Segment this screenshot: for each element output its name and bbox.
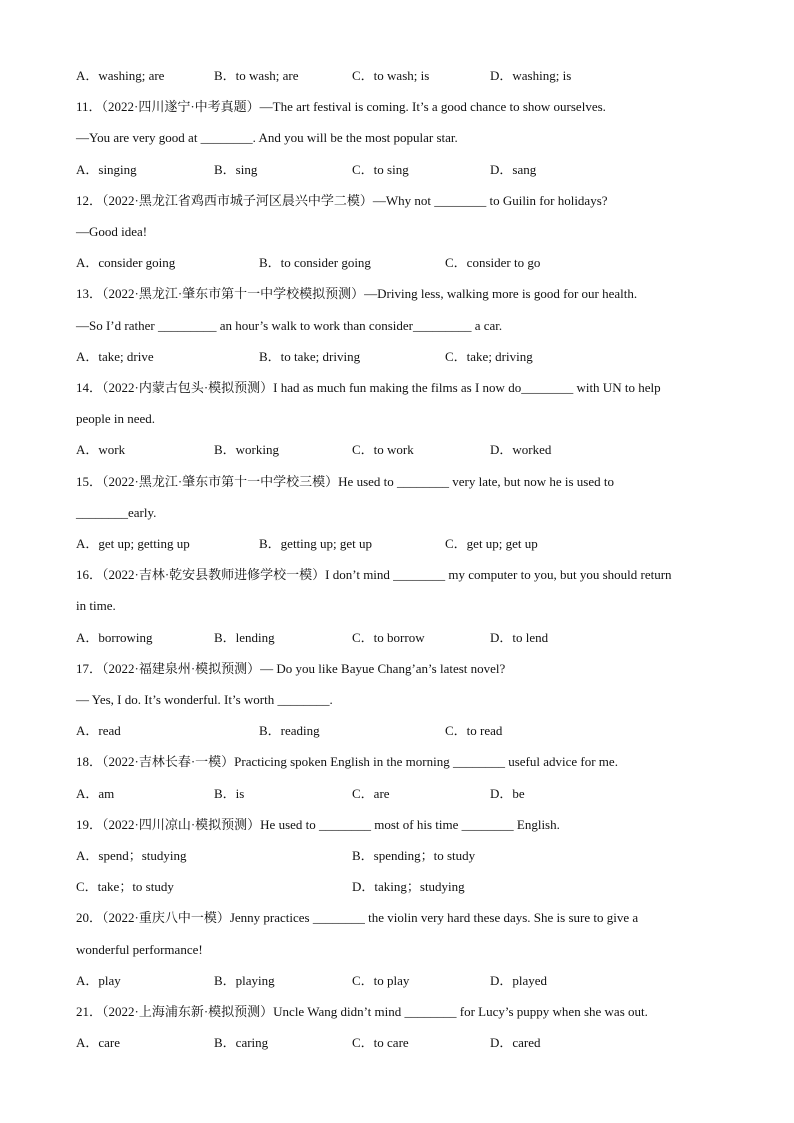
answer-options-row bbox=[76, 628, 734, 648]
answer-option: B．sing bbox=[214, 161, 258, 177]
answer-options-row bbox=[76, 1033, 734, 1053]
answer-options-row bbox=[76, 784, 734, 804]
answer-options-row bbox=[76, 347, 734, 367]
answer-options-row bbox=[76, 440, 734, 460]
question-text-line: 13．（2022·黑龙江·肇东市第十一中学校模拟预测）—Driving less, walking more is good for our health. bbox=[76, 286, 638, 302]
answer-option: D．washing; is bbox=[490, 68, 572, 83]
question-text-line: 15．（2022·黑龙江·肇东市第十一中学校三模）He used to ________ very late, but now he is used to bbox=[76, 473, 615, 489]
answer-option: C．to care bbox=[352, 1035, 409, 1051]
answer-option: A．work bbox=[76, 442, 126, 458]
answer-options-row bbox=[76, 721, 734, 741]
question-text-line: wonderful performance! bbox=[76, 941, 203, 957]
answer-option: B．to take; driving bbox=[259, 348, 361, 364]
answer-option: B．reading bbox=[259, 723, 320, 739]
answer-option: A．washing; are bbox=[76, 68, 165, 83]
question-text-line: 21．（2022·上海浦东新·模拟预测）Uncle Wang didn’t mind ________ for Lucy’s puppy when she was out. bbox=[76, 1004, 648, 1019]
answer-option: B．playing bbox=[214, 972, 275, 988]
answer-options-row bbox=[76, 534, 734, 554]
answer-option: A．read bbox=[76, 723, 121, 739]
answer-option: C．to read bbox=[445, 723, 503, 739]
question-text-line: —You are very good at ________. And you will be the most popular star. bbox=[76, 130, 458, 146]
answer-option: C．to sing bbox=[352, 161, 409, 177]
answer-option: A．take; drive bbox=[76, 348, 154, 364]
answer-option: A．consider going bbox=[76, 255, 176, 271]
answer-option: D．played bbox=[490, 972, 548, 988]
answer-option: C．get up; get up bbox=[445, 536, 538, 551]
answer-option: D．taking；studying bbox=[352, 879, 465, 895]
answer-option: C．take；to study bbox=[76, 879, 174, 895]
answer-option: B．working bbox=[214, 442, 280, 458]
question-text-line: 12．（2022·黑龙江省鸡西市城子河区晨兴中学二模）—Why not ________ to Guilin for holidays? bbox=[76, 192, 608, 208]
answer-option: B．lending bbox=[214, 629, 275, 645]
answer-option: C．to borrow bbox=[352, 629, 425, 645]
answer-option: D．sang bbox=[490, 161, 537, 177]
question-text-line: 11．（2022·四川遂宁·中考真题）—The art festival is coming. It’s a good chance to show ourselves. bbox=[76, 99, 606, 115]
answer-option: B．caring bbox=[214, 1035, 269, 1051]
question-text-line: 18．（2022·吉林长春·一模）Practicing spoken English in the morning ________ useful advice for me. bbox=[76, 754, 618, 770]
question-text-line: 14．（2022·内蒙古包头·模拟预测）I had as much fun making the films as I now do________ with UN to help bbox=[76, 380, 661, 395]
answer-option: A．play bbox=[76, 972, 121, 988]
answer-option: C．to wash; is bbox=[352, 68, 430, 83]
question-text-line: — Yes, I do. It’s wonderful. It’s worth ________. bbox=[76, 692, 333, 707]
question-text-line: —Good idea! bbox=[76, 224, 148, 239]
question-text-line: 20．（2022·重庆八中一模）Jenny practices ________ the violin very hard these days. She is sure to give a bbox=[76, 910, 639, 926]
answer-option: A．care bbox=[76, 1035, 121, 1051]
answer-option: D．be bbox=[490, 785, 525, 801]
answer-option: C．are bbox=[352, 785, 390, 801]
question-text-line: 16．（2022·吉林·乾安县教师进修学校一模）I don’t mind ________ my computer to you, but you should return bbox=[76, 567, 672, 583]
answer-option: D．to lend bbox=[490, 629, 549, 645]
question-text-line: 19．（2022·四川凉山·模拟预测）He used to ________ most of his time ________ English. bbox=[76, 816, 560, 832]
answer-option: A．am bbox=[76, 785, 115, 801]
answer-option: C．take; driving bbox=[445, 348, 533, 364]
answer-option: C．to work bbox=[352, 442, 414, 458]
answer-option: A．spend；studying bbox=[76, 848, 187, 863]
answer-option: A．singing bbox=[76, 161, 137, 177]
answer-option: B．to consider going bbox=[259, 255, 371, 271]
question-text-line: ________early. bbox=[76, 504, 157, 520]
answer-option: C．to play bbox=[352, 972, 410, 988]
answer-options-row bbox=[76, 160, 734, 180]
answer-option: D．worked bbox=[490, 442, 552, 458]
answer-options-row bbox=[76, 971, 734, 991]
question-text-line: people in need. bbox=[76, 411, 156, 427]
answer-option: B．to wash; are bbox=[214, 68, 299, 83]
answer-option: D．cared bbox=[490, 1035, 541, 1051]
answer-option: B．is bbox=[214, 785, 245, 801]
question-text-line: in time. bbox=[76, 598, 116, 614]
question-text-line: —So I’d rather _________ an hour’s walk to work than consider_________ a car. bbox=[76, 317, 503, 333]
answer-options-row bbox=[76, 846, 734, 866]
answer-options-row bbox=[76, 253, 734, 273]
answer-option: B．getting up; get up bbox=[259, 536, 373, 551]
answer-options-row bbox=[76, 877, 734, 897]
answer-options-row bbox=[76, 66, 734, 86]
answer-option: C．consider to go bbox=[445, 255, 541, 271]
answer-option: A．get up; getting up bbox=[76, 536, 190, 551]
answer-option: A．borrowing bbox=[76, 629, 153, 645]
answer-option: B．spending；to study bbox=[352, 848, 476, 863]
question-text-line: 17．（2022·福建泉州·模拟预测）— Do you like Bayue Chang’an’s latest novel? bbox=[76, 660, 506, 676]
